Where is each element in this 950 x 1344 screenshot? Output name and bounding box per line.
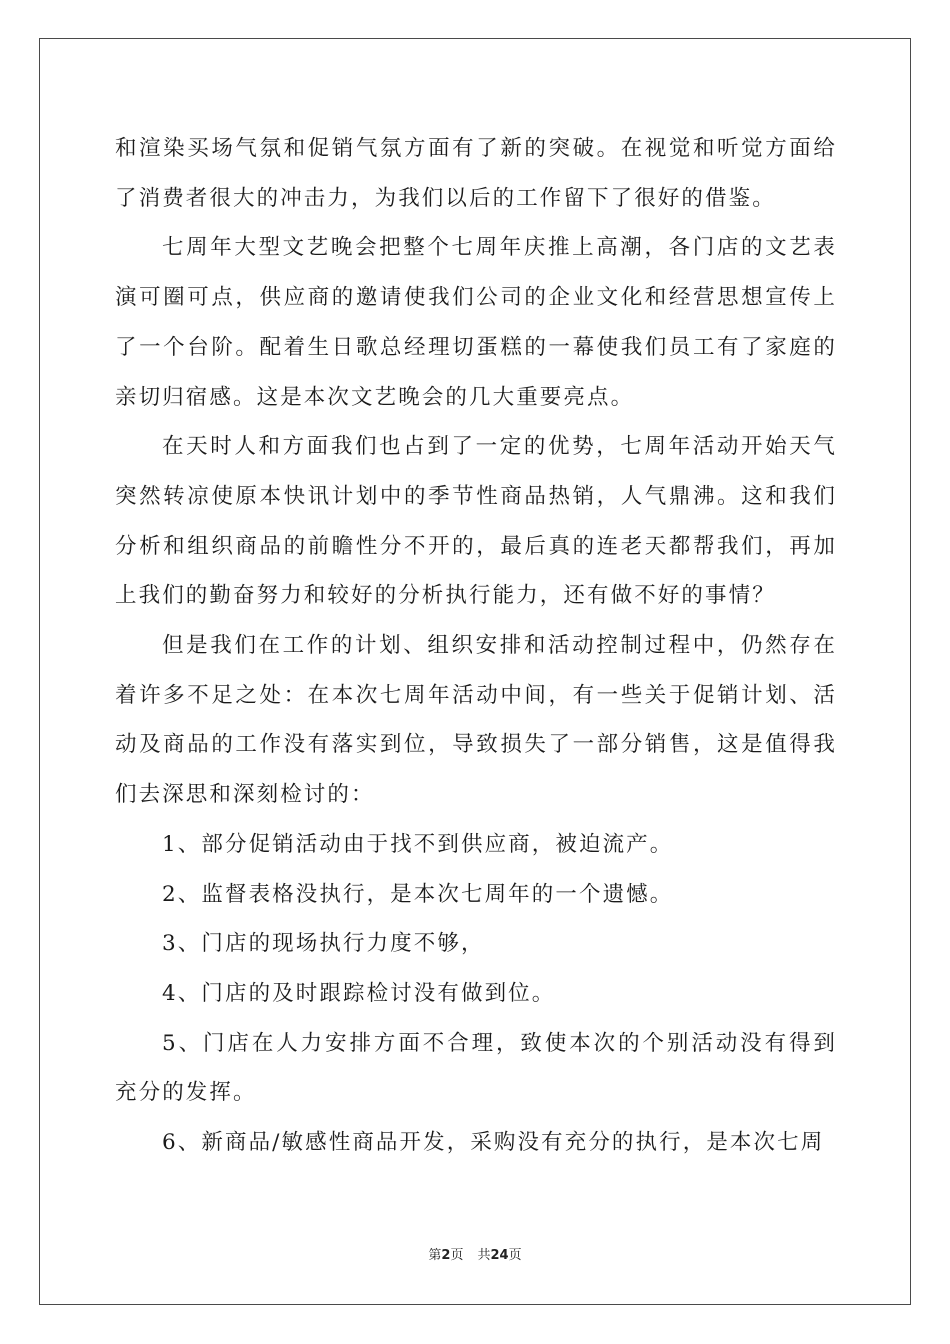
page-label-prefix: 第 bbox=[428, 1248, 442, 1263]
list-item: 5、门店在人力安排方面不合理，致使本次的个别活动没有得到充分的发挥。 bbox=[115, 1030, 837, 1106]
list-item: 6、新商品/敏感性商品开发，采购没有充分的执行，是本次七周 bbox=[162, 1130, 825, 1156]
total-pages: 24 bbox=[490, 1248, 509, 1263]
page-label-suffix: 页 bbox=[450, 1248, 464, 1263]
page-number: 2 bbox=[441, 1248, 451, 1263]
paragraph: 但是我们在工作的计划、组织安排和活动控制过程中，仍然存在着许多不足之处：在本次七周年活动中间，有一些关于促销计划、活动及商品的工作没有落实到位，导致损失了一部分销售，这是值得我们去深思和深刻检讨的： bbox=[115, 633, 837, 808]
list-item: 1、部分促销活动由于找不到供应商，被迫流产。 bbox=[162, 831, 674, 857]
paragraph: 和渲染买场气氛和促销气氛方面有了新的突破。在视觉和听觉方面给了消费者很大的冲击力，为我们以后的工作留下了很好的借鉴。 bbox=[115, 136, 837, 211]
page-footer bbox=[0, 1247, 950, 1265]
total-label-suffix: 页 bbox=[508, 1248, 522, 1263]
document-body bbox=[115, 124, 837, 1168]
list-item: 3、门店的现场执行力度不够， bbox=[162, 931, 485, 957]
list-item: 2、监督表格没执行，是本次七周年的一个遗憾。 bbox=[162, 881, 674, 907]
total-label-prefix: 共 bbox=[477, 1248, 491, 1263]
paragraph: 七周年大型文艺晚会把整个七周年庆推上高潮，各门店的文艺表演可圈可点，供应商的邀请使我们公司的企业文化和经营思想宣传上了一个台阶。配着生日歌总经理切蛋糕的一幕使我们员工有了家庭的亲切归宿感。这是本次文艺晚会的几大重要亮点。 bbox=[115, 235, 837, 410]
list-item: 4、门店的及时跟踪检讨没有做到位。 bbox=[162, 980, 556, 1006]
paragraph: 在天时人和方面我们也占到了一定的优势，七周年活动开始天气突然转凉使原本快讯计划中的季节性商品热销，人气鼎沸。这和我们分析和组织商品的前瞻性分不开的，最后真的连老天都帮我们，再加上我们的勤奋努力和较好的分析执行能力，还有做不好的事情？ bbox=[115, 434, 837, 609]
